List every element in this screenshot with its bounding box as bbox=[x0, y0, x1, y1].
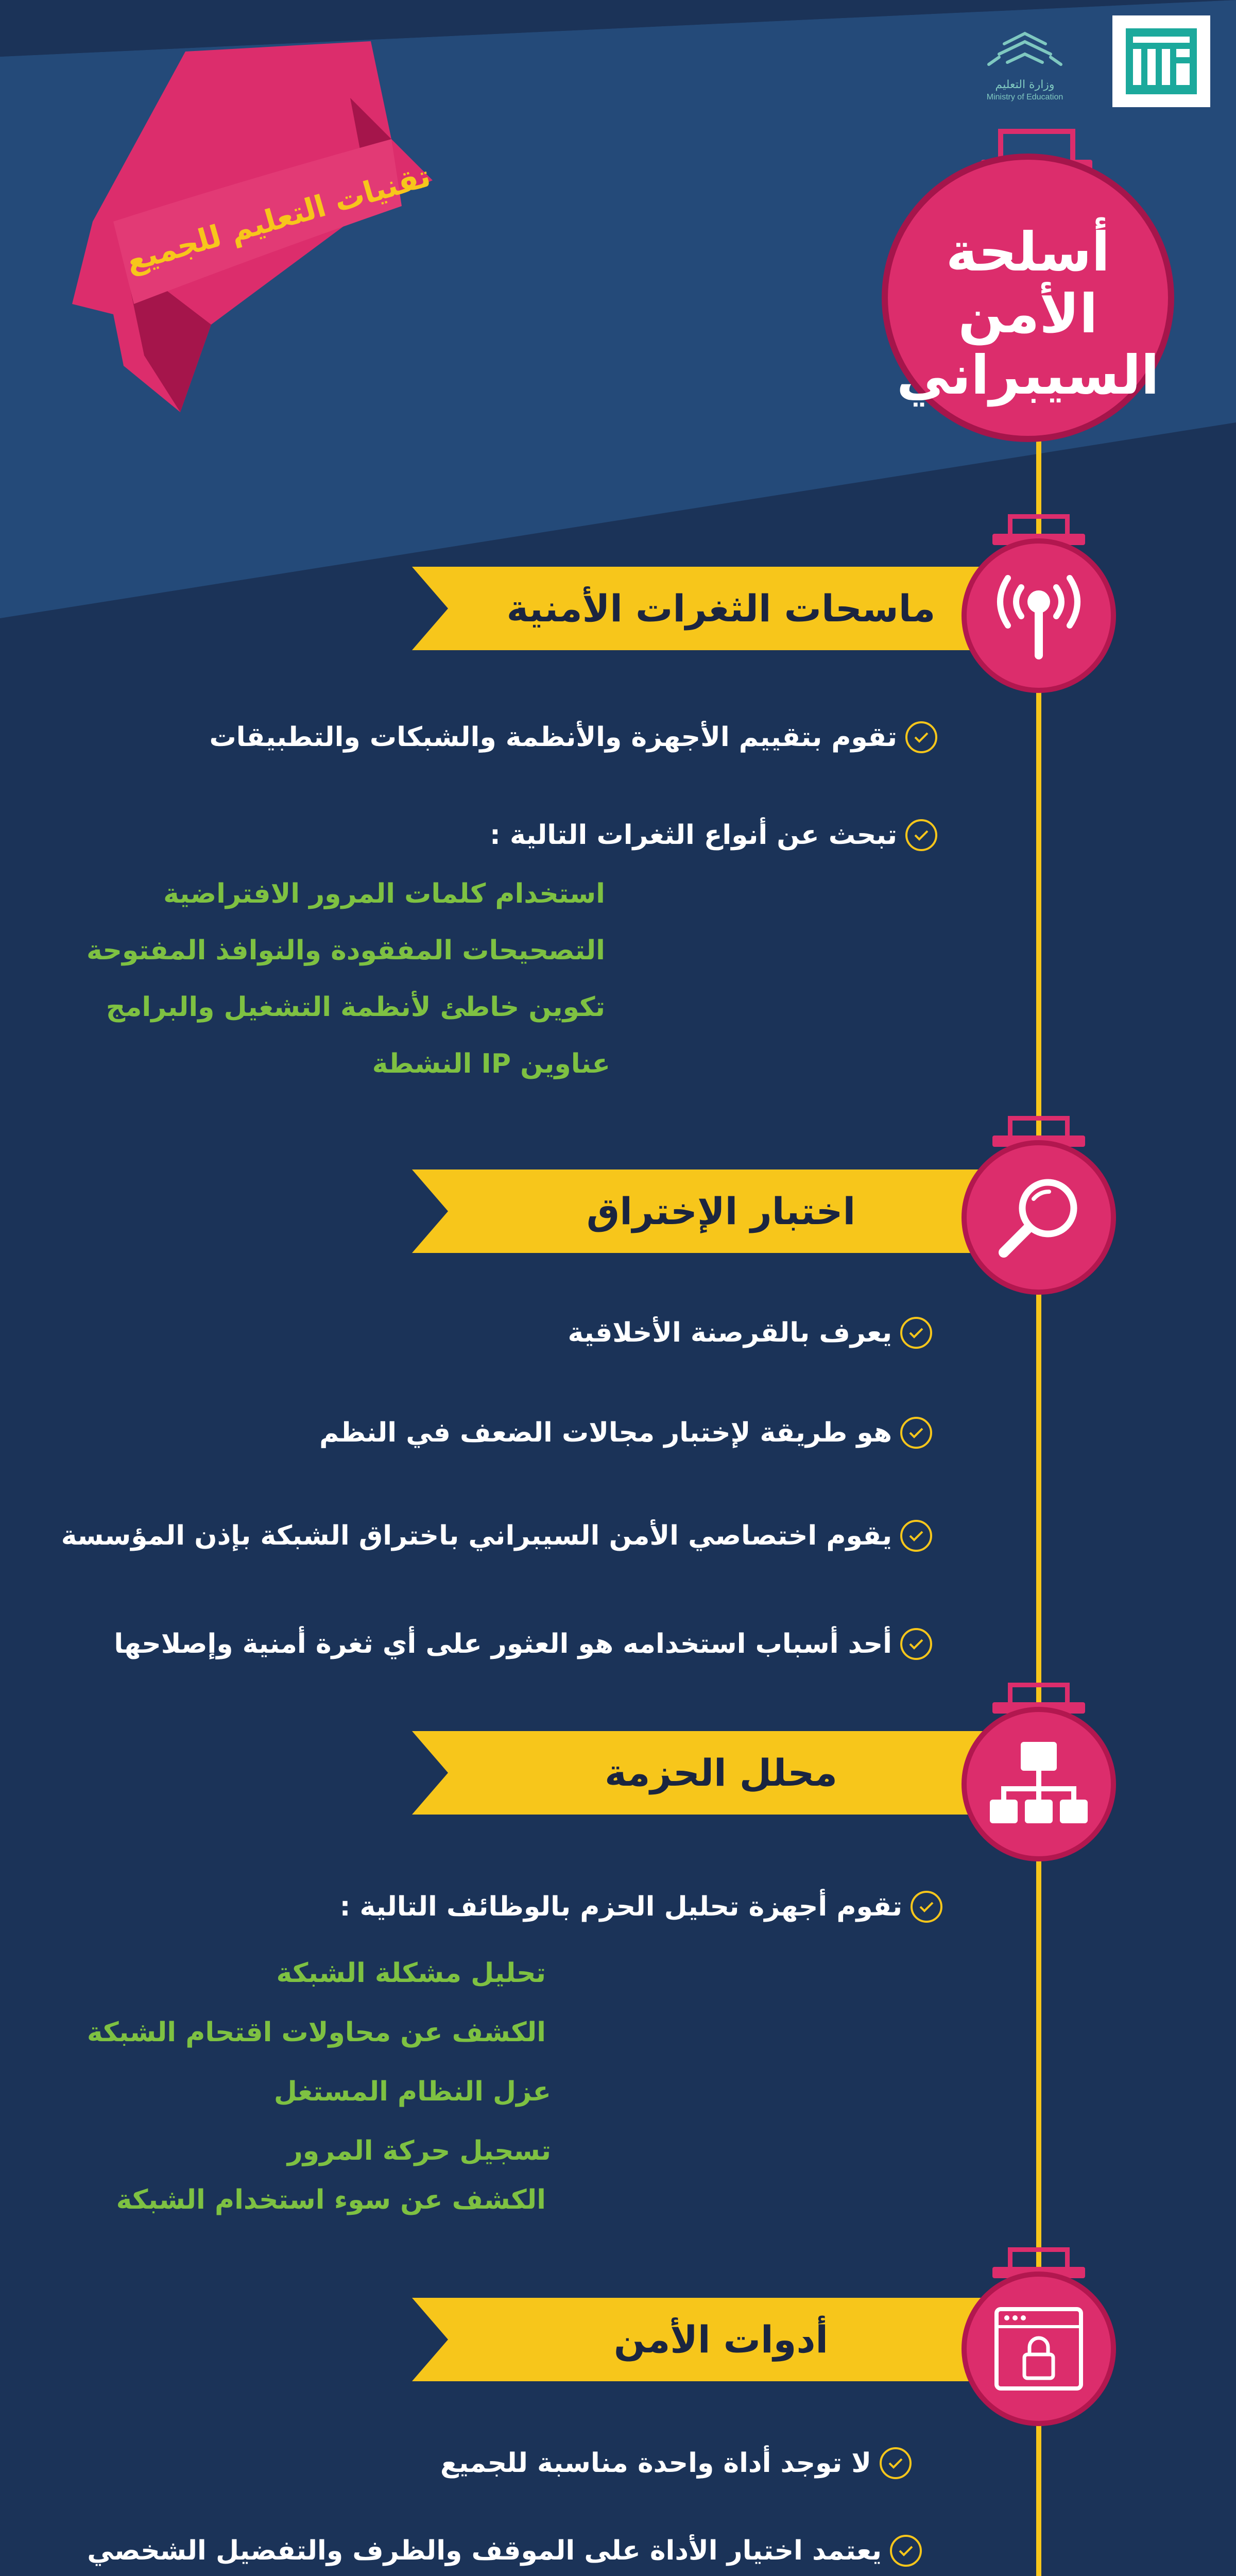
magnifier-icon bbox=[992, 1171, 1085, 1264]
section-3-bullet-1 bbox=[340, 1891, 942, 1923]
ministry-name-arabic: وزارة التعليم bbox=[995, 78, 1055, 91]
section-2-title: اختبار الإختراق bbox=[586, 1190, 856, 1233]
check-icon bbox=[911, 1891, 942, 1923]
bullet-text: تبحث عن أنواع الثغرات التالية : bbox=[490, 820, 897, 851]
section-4-icon-circle bbox=[962, 2272, 1116, 2426]
section-4-bullet-2 bbox=[87, 2535, 922, 2567]
section-1-subitem-4: عناوين IP النشطة bbox=[372, 1048, 610, 1079]
bullet-text: يعرف بالقرصنة الأخلاقية bbox=[568, 1317, 892, 1348]
bullet-text: لا توجد أداة واحدة مناسبة للجميع bbox=[440, 2448, 871, 2479]
section-2-bullet-1 bbox=[568, 1317, 932, 1349]
section-1-title: ماسحات الثغرات الأمنية bbox=[506, 587, 936, 630]
check-icon bbox=[900, 1417, 932, 1449]
check-icon bbox=[900, 1628, 932, 1660]
check-icon bbox=[880, 2447, 912, 2479]
section-3-subitem-5: الكشف عن سوء استخدام الشبكة bbox=[116, 2184, 546, 2215]
bullet-text: يعتمد اختيار الأداة على الموقف والظرف والتفضيل الشخصي bbox=[87, 2535, 882, 2566]
section-1-bullet-2 bbox=[490, 819, 937, 851]
section-1-subitem-2: التصحيحات المفقودة والنوافذ المفتوحة bbox=[86, 935, 605, 966]
section-2-bullet-2 bbox=[319, 1417, 932, 1449]
section-3-icon-circle bbox=[962, 1707, 1116, 1861]
edutec-logo bbox=[1112, 15, 1210, 107]
browser-lock-icon bbox=[992, 2305, 1085, 2393]
bullet-text: هو طريقة لإختبار مجالات الضعف في النظم bbox=[319, 1417, 892, 1448]
bullet-text: تقوم أجهزة تحليل الحزم بالوظائف التالية : bbox=[339, 1891, 902, 1922]
check-icon bbox=[900, 1520, 932, 1552]
section-2-bullet-3 bbox=[61, 1520, 932, 1552]
section-1-bullet-1 bbox=[210, 721, 937, 753]
section-3-subitem-3: عزل النظام المستغل bbox=[273, 2076, 551, 2107]
network-tree-icon bbox=[990, 1738, 1088, 1831]
section-1-subitem-3: تكوين خاطئ لأنظمة التشغيل والبرامج bbox=[106, 992, 605, 1023]
title-line-1: أسلحة الأمن bbox=[946, 221, 1110, 345]
bullet-text: يقوم اختصاصي الأمن السيبراني باختراق الشبكة بإذن المؤسسة bbox=[61, 1520, 892, 1551]
ribbon-text: تقنيات التعليم للجميع bbox=[122, 158, 435, 279]
section-1-subitem-1: استخدام كلمات المرور الافتراضية bbox=[163, 878, 605, 909]
check-icon bbox=[890, 2535, 922, 2567]
check-icon bbox=[905, 721, 937, 753]
bullet-text: أحد أسباب استخدامه هو العثور على أي ثغرة أمنية وإصلاحها bbox=[114, 1629, 892, 1659]
page-title bbox=[882, 222, 1174, 406]
wireless-signal-icon bbox=[992, 567, 1085, 665]
section-3-subitem-2: الكشف عن محاولات اقتحام الشبكة bbox=[87, 2017, 546, 2048]
ministry-name-english: Ministry of Education bbox=[986, 93, 1063, 101]
bullet-text: تقوم بتقييم الأجهزة والأنظمة والشبكات والتطبيقات bbox=[209, 722, 897, 753]
section-3-subitem-4: تسجيل حركة المرور bbox=[287, 2136, 551, 2166]
section-3-subitem-1: تحليل مشكلة الشبكة bbox=[276, 1958, 546, 1989]
section-1-icon-circle bbox=[962, 538, 1116, 693]
section-2-icon-circle bbox=[962, 1140, 1116, 1295]
section-2-bullet-4 bbox=[114, 1628, 932, 1660]
check-icon bbox=[900, 1317, 932, 1349]
title-line-2: السيبراني bbox=[896, 344, 1160, 407]
section-3-title: محلل الحزمة bbox=[605, 1751, 837, 1794]
check-icon bbox=[905, 819, 937, 851]
section-4-title: أدوات الأمن bbox=[613, 2318, 829, 2361]
section-4-bullet-1 bbox=[440, 2447, 912, 2479]
